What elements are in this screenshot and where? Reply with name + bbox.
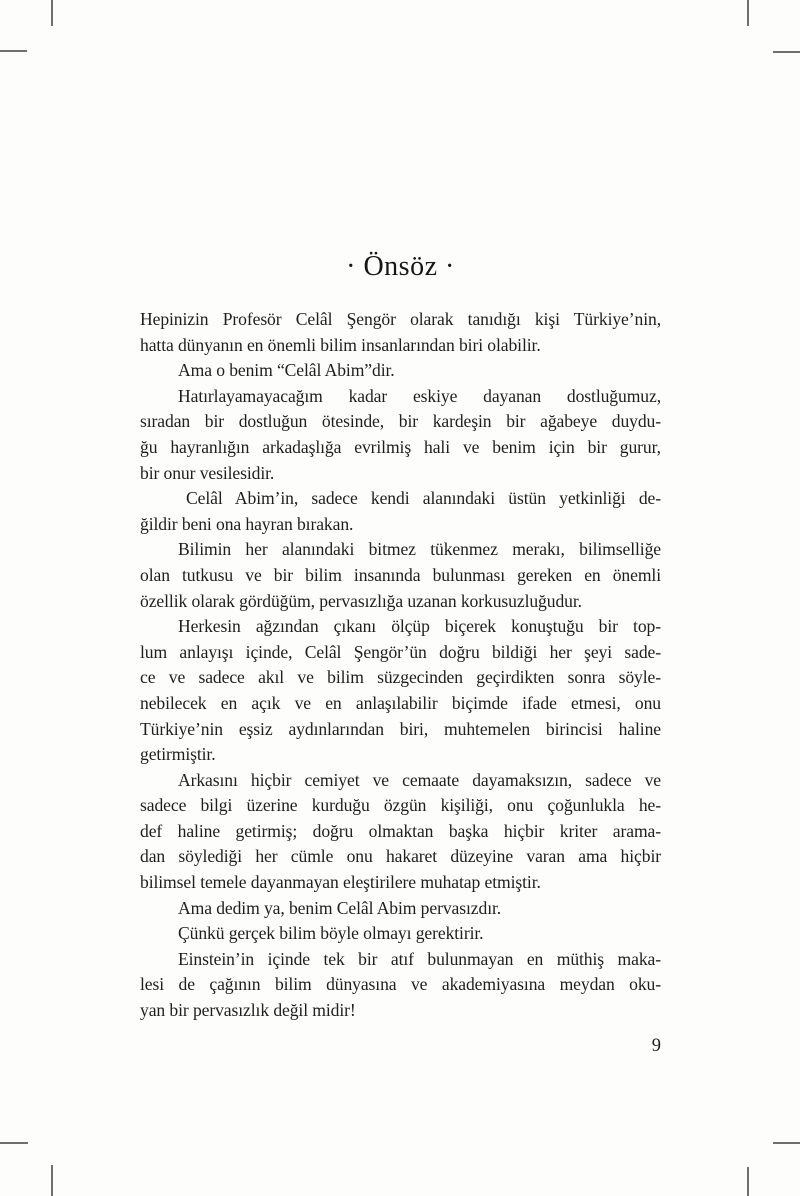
- text-line: Ama o benim “Celâl Abim”dir.: [178, 360, 395, 381]
- crop-mark-top-right-vertical: [747, 0, 749, 26]
- text-line: yan bir pervasızlık değil midir!: [140, 1000, 356, 1021]
- text-line: ğildir beni ona hayran bırakan.: [140, 513, 354, 534]
- text-line: ce ve sadece akıl ve bilim süzgecinden geçirdikten sonra söyle-: [140, 667, 661, 688]
- text-line: def haline getirmiş; doğru olmaktan başka hiçbir kriter arama-: [140, 820, 661, 841]
- text-line: Celâl Abim’in, sadece kendi alanındaki üstün yetkinliği de-: [186, 488, 661, 509]
- crop-mark-bottom-right-horizontal: [773, 1142, 800, 1144]
- text-line: getirmiştir.: [140, 744, 216, 765]
- text-line: Arkasını hiçbir cemiyet ve cemaate dayamaksızın, sadece ve: [178, 769, 661, 790]
- crop-mark-bottom-right-vertical: [747, 1167, 749, 1196]
- text-line: Bilimin her alanındaki bitmez tükenmez merakı, bilimselliğe: [178, 539, 661, 560]
- text-line: sıradan bir dostluğun ötesinde, bir kardeşin bir ağabeye duydu-: [140, 411, 661, 432]
- text-line: Hepinizin Profesör Celâl Şengör olarak tanıdığı kişi Türkiye’nin,: [140, 309, 661, 329]
- text-line: Herkesin ağzından çıkanı ölçüp biçerek konuştuğu bir top-: [178, 616, 661, 637]
- text-line: Türkiye’nin eşsiz aydınlarından biri, muhtemelen birincisi haline: [140, 718, 661, 739]
- body-text: [140, 307, 661, 1024]
- text-line: lesi de çağının bilim dünyasına ve akademiyasına meydan oku-: [140, 974, 661, 995]
- crop-mark-top-right-horizontal: [773, 51, 800, 53]
- text-line: bir onur vesilesidir.: [140, 462, 275, 483]
- text-line: hatta dünyanın en önemli bilim insanlarından biri olabilir.: [140, 334, 541, 355]
- text-line: Çünkü gerçek bilim böyle olmayı gerektirir.: [178, 923, 484, 944]
- text-line: özellik olarak gördüğüm, pervasızlığa uzanan korkusuzluğudur.: [140, 590, 582, 611]
- text-line: Ama dedim ya, benim Celâl Abim pervasızdır.: [178, 897, 502, 918]
- text-line: ğu hayranlığın arkadaşlığa evrilmiş hali ve benim için bir gurur,: [140, 436, 661, 457]
- chapter-title: · Önsöz ·: [346, 251, 455, 282]
- page-number: 9: [651, 1036, 661, 1056]
- text-line: olan tutkusu ve bir bilim insanında bulunması gereken en önemli: [140, 564, 661, 585]
- crop-mark-bottom-left-vertical: [51, 1165, 53, 1196]
- text-line: Hatırlayamayacağım kadar eskiye dayanan dostluğumuz,: [178, 385, 661, 406]
- text-line: nebilecek en açık ve en anlaşılabilir biçimde ifade etmesi, onu: [140, 692, 661, 713]
- text-line: bilimsel temele dayanmayan eleştirilere muhatap etmiştir.: [140, 872, 541, 893]
- text-line: sadece bilgi üzerine kurduğu özgün kişiliği, onu çoğunlukla he-: [140, 795, 661, 816]
- crop-mark-bottom-left-horizontal: [0, 1142, 28, 1144]
- crop-mark-top-left-vertical: [51, 0, 53, 26]
- text-line: lum anlayışı içinde, Celâl Şengör’ün doğru bildiği her şeyi sade-: [140, 641, 661, 662]
- crop-mark-top-left-horizontal: [0, 50, 27, 52]
- text-line: dan söylediği her cümle onu hakaret düzeyine varan ama hiçbir: [140, 846, 661, 867]
- text-line: Einstein’in içinde tek bir atıf bulunmayan en müthiş maka-: [178, 948, 661, 969]
